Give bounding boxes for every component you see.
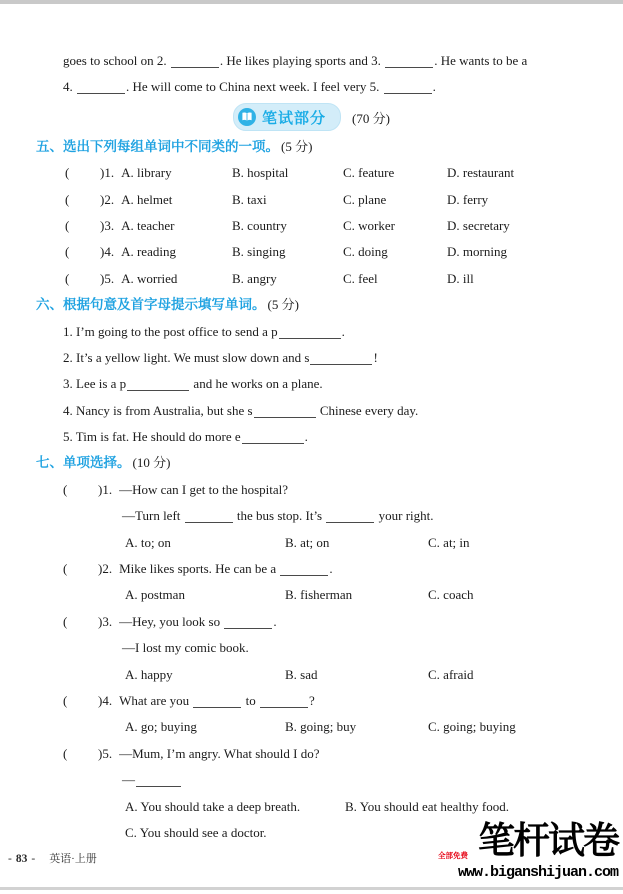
book-icon (238, 108, 256, 126)
option-b: B. fisherman (285, 587, 353, 603)
answer-blank (280, 561, 328, 576)
badge-score: (70 分) (352, 110, 390, 126)
option-b: B. taxi (232, 191, 267, 207)
question-text: —How can I get to the hospital? (119, 481, 289, 497)
footer-dash: - (8, 853, 12, 866)
question-label: )3. (100, 217, 115, 233)
answer-paren: ( (63, 561, 68, 577)
question-label: )4. (100, 244, 115, 260)
section6-item-5 (0, 424, 623, 450)
answer-blank (260, 693, 308, 708)
option-a: A. postman (125, 587, 185, 603)
q3-stem-line2 (0, 635, 623, 661)
option-b: B. country (232, 217, 287, 233)
answer-paren: ( (65, 191, 70, 207)
section5-row-2 (0, 187, 623, 213)
question-text: your right. (375, 508, 434, 524)
question-text: —Mum, I’m angry. What should I do? (119, 745, 320, 761)
option-a: A. teacher (121, 217, 175, 233)
footer-dash: - (31, 853, 36, 866)
q5-answer-line (0, 767, 623, 793)
q2-stem (0, 556, 623, 582)
option-d: D. morning (447, 244, 507, 260)
answer-blank (224, 614, 272, 629)
book-title: 英语·上册 (49, 853, 97, 866)
section5-header (0, 134, 623, 160)
question-label: )1. (100, 165, 115, 181)
answer-paren: ( (65, 270, 70, 286)
question-text: Mike likes sports. He can be a (119, 561, 280, 577)
option-c: C. worker (343, 217, 395, 233)
answer-paren: ( (65, 244, 70, 260)
section6-item-1 (0, 319, 623, 345)
question-text: ? (309, 692, 315, 708)
answer-blank-4 (77, 79, 125, 94)
q1-stem (0, 477, 623, 503)
answer-blank (326, 508, 374, 523)
section6-item-4 (0, 398, 623, 424)
intro-text: . He wants to be a (434, 53, 528, 68)
answer-blank (254, 403, 316, 418)
option-d: D. ill (447, 270, 474, 286)
q5-stem (0, 741, 623, 767)
option-c: C. feature (343, 165, 395, 181)
section7-score: (10 分) (132, 455, 171, 471)
option-a: A. helmet (121, 191, 173, 207)
question-text: What are you (119, 692, 193, 708)
section7-header (0, 450, 623, 476)
answer-paren: ( (63, 745, 68, 761)
brand-url: www.biganshijuan.com (457, 864, 618, 881)
option-a: A. to; on (125, 534, 171, 550)
option-d: D. secretary (447, 217, 510, 233)
option-a-cell (65, 213, 232, 239)
item-text: 2. It’s a yellow light. We must slow down and s (63, 349, 310, 365)
intro-text: . He likes playing sports and 3. (219, 53, 385, 68)
option-c: C. at; in (428, 534, 470, 550)
option-c: C. plane (343, 191, 387, 207)
question-text: the bus stop. It’s (233, 508, 326, 524)
answer-paren: ( (63, 692, 68, 708)
option-a-cell (65, 160, 232, 186)
intro-text: 4. (63, 79, 76, 95)
option-a: A. You should take a deep breath. (125, 798, 301, 814)
option-c: C. feel (343, 270, 378, 286)
item-text: 5. Tim is fat. He should do more e (63, 429, 241, 445)
option-c: C. coach (428, 587, 474, 603)
section5-row-5 (0, 266, 623, 292)
option-a: A. go; buying (125, 719, 197, 735)
option-b: B. sad (285, 666, 318, 682)
section6-header (0, 292, 623, 318)
question-label: )5. (100, 270, 115, 286)
option-a: A. worried (121, 270, 178, 286)
answer-blank-3 (385, 53, 433, 68)
question-text: . (329, 561, 333, 577)
intro-text: goes to school on 2. (63, 53, 170, 68)
option-d: D. restaurant (447, 165, 515, 181)
section5-row-4 (0, 239, 623, 265)
question-label: )3. (98, 613, 113, 629)
option-c: C. You should see a doctor. (125, 824, 267, 840)
question-text: —Hey, you look so (119, 613, 224, 629)
section6-score: (5 分) (267, 297, 299, 313)
item-text: 4. Nancy is from Australia, but she s (63, 402, 253, 418)
question-text: —Turn left (122, 508, 184, 524)
section6-item-2 (0, 345, 623, 371)
question-label: )4. (98, 692, 113, 708)
answer-blank-2 (171, 53, 219, 68)
watermark-brand-row (438, 818, 618, 864)
question-label: )1. (98, 481, 113, 497)
option-b: B. going; buy (285, 719, 357, 735)
option-b: B. singing (232, 244, 286, 260)
item-text: Chinese every day. (316, 402, 419, 418)
dash-text: — (122, 772, 135, 788)
option-a-cell (65, 239, 232, 265)
answer-blank-5 (384, 79, 432, 94)
answer-paren: ( (65, 165, 70, 181)
q4-stem (0, 688, 623, 714)
option-c: C. going; buying (428, 719, 516, 735)
badge-label: 笔试部分 (262, 109, 327, 127)
section6-item-3 (0, 371, 623, 397)
page-number: 83 (15, 853, 28, 866)
section7-title: 七、单项选择。 (36, 455, 131, 471)
page-bottom-edge (0, 887, 623, 890)
question-label: )2. (98, 561, 113, 577)
q5-options-ab (0, 794, 623, 820)
q3-options (0, 662, 623, 688)
item-text: 3. Lee is a p (63, 376, 127, 392)
answer-blank (127, 376, 189, 391)
page-top-edge (0, 0, 623, 4)
option-b: B. angry (232, 270, 277, 286)
option-b: B. at; on (285, 534, 330, 550)
item-text: . (341, 323, 345, 339)
answer-blank (242, 429, 304, 444)
item-text: . (304, 429, 308, 445)
question-label: )2. (100, 191, 115, 207)
option-c: C. afraid (428, 666, 474, 682)
item-text: ! (373, 349, 378, 365)
answer-blank (136, 772, 181, 787)
question-text: —I lost my comic book. (122, 640, 249, 656)
option-b: B. hospital (232, 165, 289, 181)
intro-line-2 (0, 74, 623, 100)
question-text: . (273, 613, 277, 629)
section5-score: (5 分) (281, 138, 313, 154)
q4-options (0, 714, 623, 740)
q2-options (0, 582, 623, 608)
answer-paren: ( (63, 481, 68, 497)
option-a-cell (65, 187, 232, 213)
question-label: )5. (98, 745, 113, 761)
item-text: and he works on a plane. (190, 376, 323, 392)
section5-row-1 (0, 160, 623, 186)
option-c: C. doing (343, 244, 388, 260)
answer-paren: ( (65, 217, 70, 233)
option-a: A. happy (125, 666, 173, 682)
question-text: to (242, 692, 259, 708)
section5-row-3 (0, 213, 623, 239)
option-a-cell (65, 266, 232, 292)
q3-stem (0, 609, 623, 635)
free-badge: 全部免费 (438, 851, 468, 860)
answer-paren: ( (63, 613, 68, 629)
brand-logo: 笔杆试卷 (478, 820, 618, 861)
option-b: B. You should eat healthy food. (345, 798, 509, 814)
q1-stem-line2 (0, 503, 623, 529)
answer-blank (279, 324, 341, 339)
publisher-watermark (438, 818, 618, 882)
option-a: A. library (121, 165, 172, 181)
intro-line-1 (0, 48, 623, 74)
option-d: D. ferry (447, 191, 489, 207)
written-section-badge (233, 103, 341, 131)
intro-text: . (432, 79, 436, 95)
answer-blank (193, 693, 241, 708)
q1-options (0, 530, 623, 556)
answer-blank (185, 508, 233, 523)
intro-text: . He will come to China next week. I feel very 5. (126, 79, 383, 95)
option-a: A. reading (121, 244, 176, 260)
answer-blank (310, 350, 372, 365)
section5-title: 五、选出下列每组单词中不同类的一项。 (36, 138, 279, 154)
written-section-banner (0, 101, 623, 134)
section6-title: 六、根据句意及首字母提示填写单词。 (36, 297, 266, 313)
item-text: 1. I’m going to the post office to send a p (63, 323, 278, 339)
